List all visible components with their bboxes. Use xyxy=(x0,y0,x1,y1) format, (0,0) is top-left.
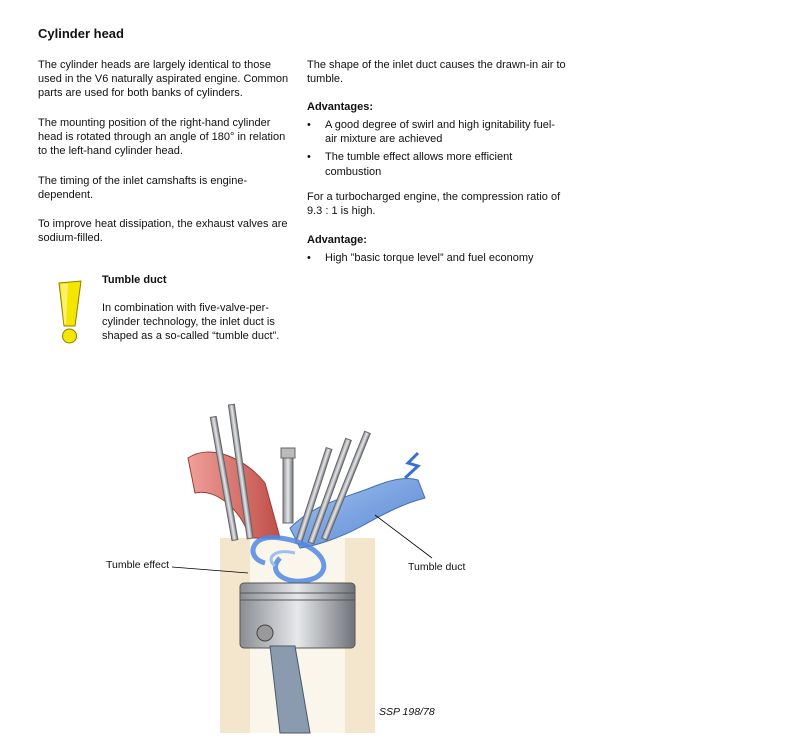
list-item: • The tumble effect allows more efficient combustion xyxy=(307,151,513,178)
paragraph-compression: For a turbocharged engine, the compression ratio of 9.3 : 1 is high. xyxy=(307,191,561,218)
list-item: • A good degree of swirl and high ignitability fuel-air mixture are achieved xyxy=(307,119,555,146)
advantage-heading: Advantage: xyxy=(307,234,367,246)
advantages-list xyxy=(307,118,567,183)
paragraph-mounting-position: The mounting position of the right-hand cylinder head is rotated through an angle of 180° in relation to the left-hand cylinder head. xyxy=(38,117,286,158)
list-item: • High ”basic torque level” and fuel economy xyxy=(307,252,534,264)
bullet-icon: • xyxy=(307,252,311,264)
paragraph-camshaft-timing: The timing of the inlet camshafts is engine-dependent. xyxy=(38,175,248,202)
advantage-list xyxy=(307,251,567,269)
label-tumble-effect: Tumble effect xyxy=(106,559,170,571)
note-heading: Tumble duct xyxy=(102,274,167,286)
advantages-heading: Advantages: xyxy=(307,101,374,113)
tumble-diagram xyxy=(100,388,500,738)
note-text: In combination with five-valve-per-cylinder technology, the inlet duct is shaped as a so-called “tumble duct”. xyxy=(102,302,280,343)
bullet-icon: • xyxy=(307,119,311,131)
bullet-icon: • xyxy=(307,151,311,164)
label-tumble-duct: Tumble duct xyxy=(408,561,466,573)
paragraph-common-parts: The cylinder heads are largely identical to those used in the V6 naturally aspirated engine. Common parts are used for both banks of cylinders. xyxy=(38,59,289,100)
page-title: Cylinder head xyxy=(38,26,124,41)
paragraph-inlet-shape: The shape of the inlet duct causes the drawn-in air to tumble. xyxy=(307,59,566,86)
paragraph-heat-dissipation: To improve heat dissipation, the exhaust valves are sodium-filled. xyxy=(38,218,288,245)
exclamation-icon xyxy=(54,280,84,346)
figure-reference: SSP 198/78 xyxy=(379,706,435,718)
